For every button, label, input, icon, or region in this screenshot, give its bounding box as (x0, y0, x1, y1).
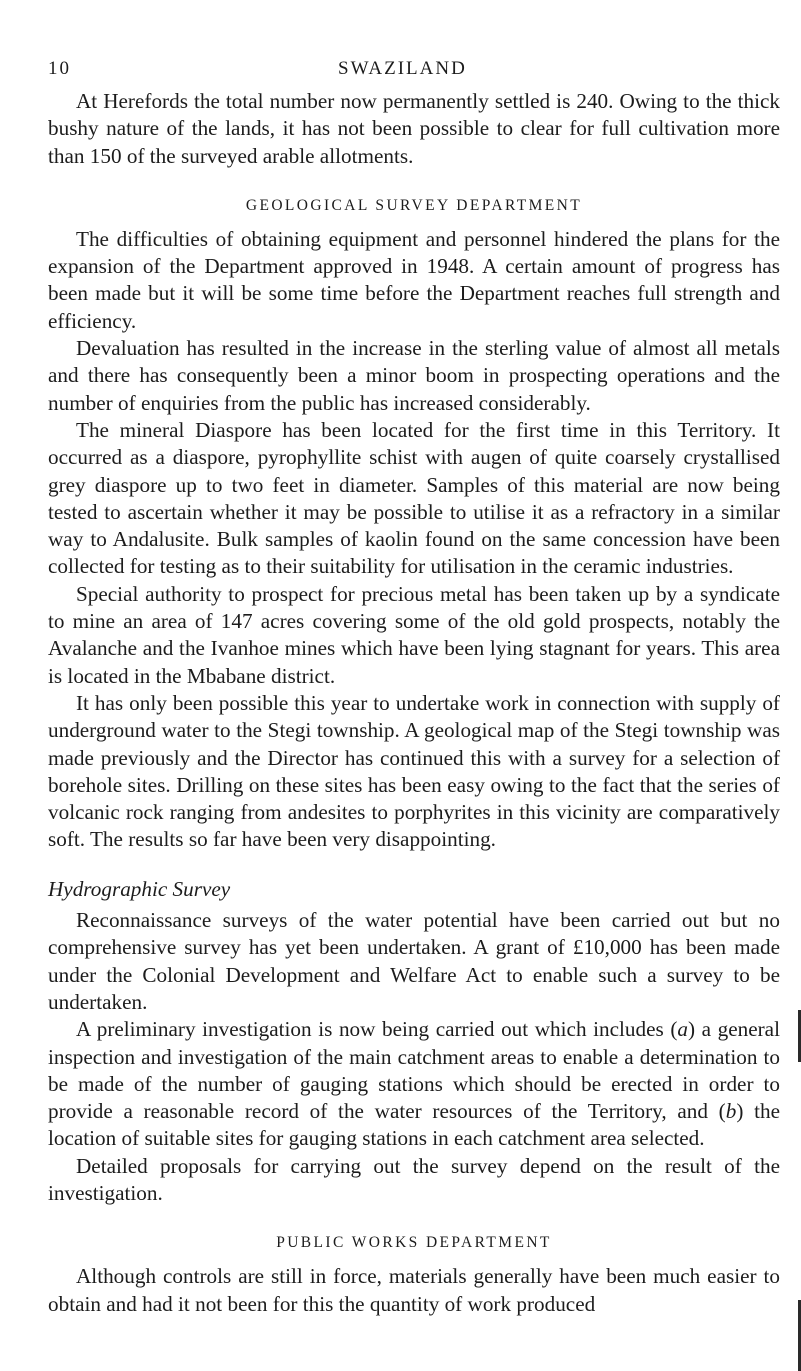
intro-paragraph: At Herefords the total number now permanently settled is 240. Owing to the thick bushy nature of the lands, it has not been possible to clear for full cultivation more than 150 of the surveyed arable allotments. (48, 89, 780, 168)
item-marker-a: a (677, 1017, 688, 1042)
hydrographic-survey-subheading: Hydrographic Survey (48, 876, 231, 901)
hydrographic-paragraph-3: Detailed proposals for carrying out the survey depend on the result of the investigation. (48, 1153, 780, 1205)
item-marker-b: b (725, 1099, 737, 1124)
geological-paragraph-2: Devaluation has resulted in the increase in the sterling value of almost all metals and there has consequently been a minor boom in prospecting operations and the number of enquiries from the public has increased considerably. (48, 336, 780, 415)
running-header (48, 58, 780, 88)
geological-paragraph-5: It has only been possible this year to undertake work in connection with supply of underground water to the Stegi township. A geological map of the Stegi township was made previously and the Director has continued this with a survey for a selection of borehole sites. Drilling on these sites has been easy owing to the fact that the series of volcanic rock ranging from andesites to porphyrites in this vicinity are comparatively soft. The results so far have been very disappointing. (48, 690, 780, 852)
geological-survey-heading: GEOLOGICAL SURVEY DEPARTMENT (245, 196, 583, 214)
public-works-paragraph: Although controls are still in force, materials generally have been much easier to obtain and had it not been for this the quantity of work produced (48, 1264, 780, 1316)
running-title: SWAZILAND (338, 58, 467, 79)
hydrographic-paragraph-2 (48, 1016, 780, 1152)
geological-paragraph-1: The difficulties of obtaining equipment and personnel hindered the plans for the expansion of the Department approved in 1948. A certain amount of progress has been made but it will be some time before the Department reaches full strength and efficiency. (48, 226, 780, 333)
page-number: 10 (48, 58, 71, 79)
geological-paragraph-4: Special authority to prospect for precious metal has been taken up by a syndicate to mine an area of 147 acres covering some of the old gold prospects, notably the Avalanche and the Ivanhoe mines which have been lying stagnant for years. This area is located in the Mbabane district. (48, 581, 780, 688)
hydrographic-p2-middle: ) a general inspection and investigation of the main catchment areas to enable a determination to be made of the number of gauging stations which should be erected in order to provide a reasonable record of the water resources of the Territory, and ( (48, 1017, 780, 1124)
hydrographic-p2-start: A preliminary investigation is now being carried out which includes ( (76, 1017, 678, 1042)
hydrographic-p2-end: ) the location of suitable sites for gauging stations in each catchment area selected. (48, 1099, 780, 1151)
public-works-heading: PUBLIC WORKS DEPARTMENT (276, 1234, 552, 1252)
hydrographic-paragraph-1: Reconnaissance surveys of the water potential have been carried out but no comprehensive survey has yet been undertaken. A grant of £10,000 has been made under the Colonial Development and Welfare Act to enable such a survey to be undertaken. (48, 908, 780, 1014)
geological-paragraph-3: The mineral Diaspore has been located for the first time in this Territory. It occurred as a diaspore, pyrophyllite schist with augen of quite coarsely crystallised grey diaspore up to two feet in diameter. Samples of this material are now being tested to ascertain whether it may be possible to utilise it as a refractory in a similar way to Andalusite. Bulk samples of kaolin found on the same concession have been collected for testing as to their suitability for utilisation in the ceramic industries. (48, 417, 780, 579)
document-page (48, 58, 780, 1318)
